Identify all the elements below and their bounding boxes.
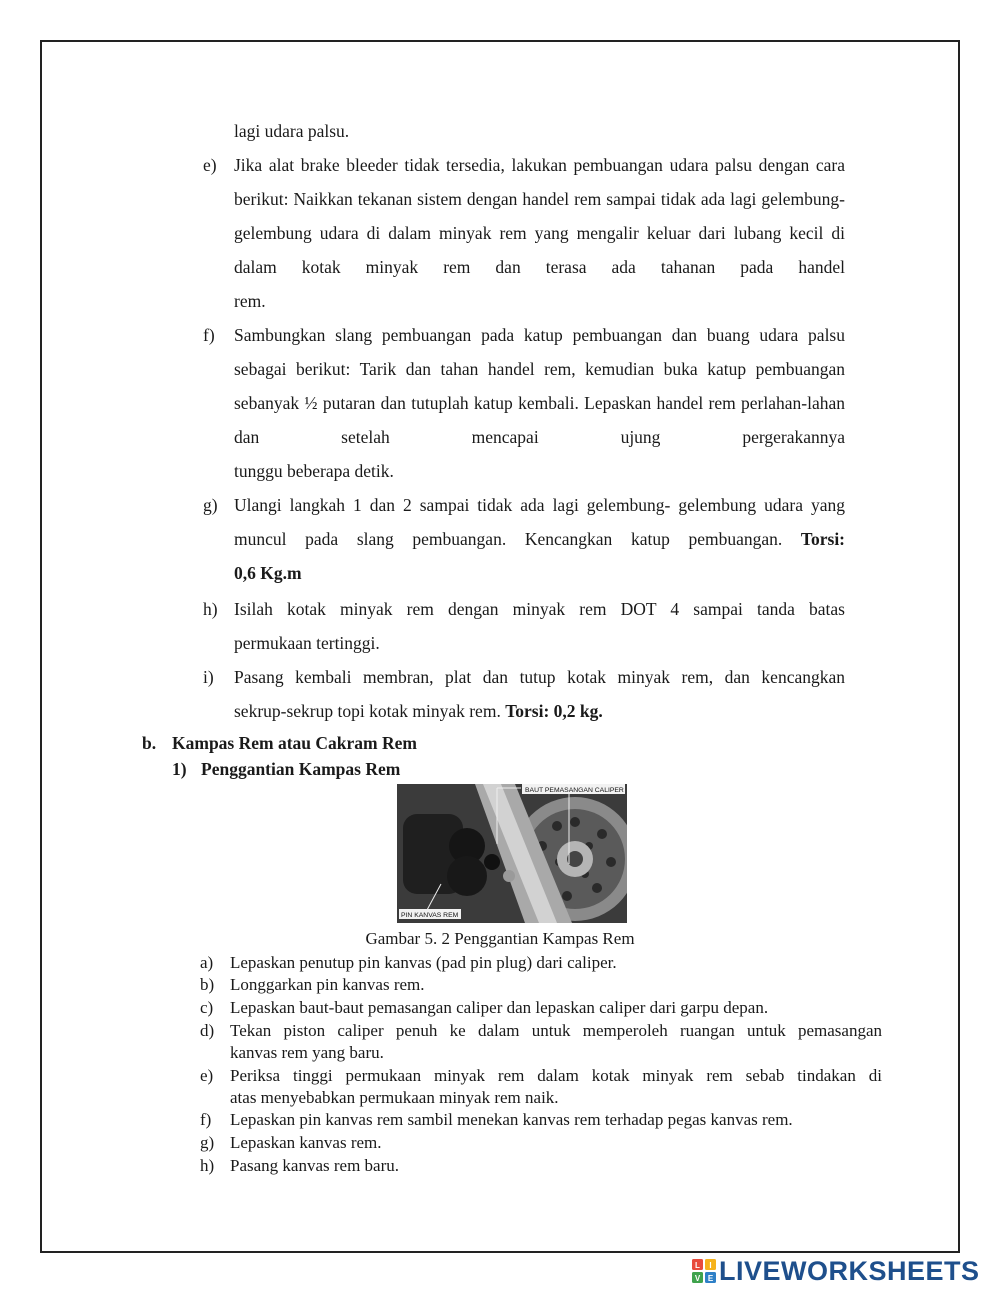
list-item-text: Pasang kanvas rem baru. [230,1156,400,1175]
list-marker: f) [203,325,215,345]
list-marker: h) [203,599,218,619]
list-item-text: Lepaskan pin kanvas rem sambil menekan kanvas rem terhadap pegas kanvas rem. [230,1110,793,1129]
figure-caption: Gambar 5. 2 Penggantian Kampas Rem [365,929,635,948]
liveworksheets-logo[interactable] [692,1256,980,1286]
list-marker: c) [200,998,214,1017]
list-marker: i) [203,667,214,687]
list-item-text-end: tunggu beberapa detik. [234,461,394,481]
list-item-text: Lepaskan baut-baut pemasangan caliper dan lepaskan caliper dari garpu depan. [230,998,769,1017]
list-marker: g) [200,1133,215,1152]
list-marker: f) [200,1110,212,1129]
list-item-text: Periksa tinggi permukaan minyak rem dalam kotak minyak rem sebab tindakan di [230,1066,882,1085]
list-item-text: Pasang kembali membran, plat dan tutup kotak minyak rem, dan kencangkan [234,667,845,687]
logo-tiles-icon [692,1259,716,1283]
torsi-label: Torsi: 0,2 kg. [505,701,603,721]
list-marker: e) [200,1066,214,1085]
list-marker: b) [200,975,215,994]
label-caliper-bolt: BAUT PEMASANGAN CALIPER [525,787,624,794]
svg-text:I: I [709,1261,712,1270]
list-item-text: Jika alat brake bleeder tidak tersedia, lakukan pembuangan udara palsu dengan cara berikut: Naikkan tekanan sistem dengan handel rem sampai tidak ada lagi gelembung-gelembung udara di dalam minyak rem yang mengalir keluar dari lubang kecil di dalam kotak minyak rem dan terasa ada tahanan pada handel [234,155,845,277]
list-marker: a) [200,953,214,972]
section-marker: b. [142,733,157,753]
list-item-text-end: permukaan tertinggi. [234,633,380,653]
list-item-text-end: atas menyebabkan permukaan minyak rem naik. [230,1088,559,1107]
section-title: Kampas Rem atau Cakram Rem [172,733,417,753]
list-item-text: Tekan piston caliper penuh ke dalam untuk memperoleh ruangan untuk pemasangan [230,1021,882,1040]
list-item-text: Sambungkan slang pembuangan pada katup pembuangan dan buang udara palsu sebagai berikut: Tarik dan tahan handel rem, kemudian buka katup pembuangan sebanyak ½ putaran dan tutuplah katup kembali. Lepaskan handel rem perlahan-lahan dan setelah mencapai ujung pergerakannya [234,325,845,447]
list-item-text: Longgarkan pin kanvas rem. [230,975,425,994]
list-marker: g) [203,495,218,515]
list-marker: h) [200,1156,215,1175]
subsection-marker: 1) [172,759,187,779]
list-marker: d) [200,1021,215,1040]
brand-name: LIVEWORKSHEETS [719,1255,980,1286]
continuation-text: lagi udara palsu. [234,121,350,141]
list-item-text: Lepaskan penutup pin kanvas (pad pin plug) dari caliper. [230,953,617,972]
list-item-text-end: sekrup-sekrup topi kotak minyak rem. Torsi: 0,2 kg. [234,701,603,721]
brake-caliper-photo [397,784,627,923]
photo-illustration [397,784,627,923]
subsection-title: Penggantian Kampas Rem [201,759,401,779]
list-marker: e) [203,155,217,175]
svg-text:E: E [707,1274,714,1283]
list-item-text: Lepaskan kanvas rem. [230,1133,382,1152]
torsi-label: Torsi: [800,529,846,549]
label-pad-pin: PIN KANVAS REM [401,912,459,919]
list-item-text: Ulangi langkah 1 dan 2 sampai tidak ada lagi gelembung- gelembung udara yang muncul pada slang pembuangan. Kencangkan katup pembuangan. Torsi: [234,495,846,549]
svg-text:L: L [695,1261,700,1270]
torsi-value: 0,6 Kg.m [234,563,302,583]
list-item-text: Isilah kotak minyak rem dengan minyak rem DOT 4 sampai tanda batas [234,599,845,619]
list-item-text-end: rem. [234,291,266,311]
list-item-text-end: kanvas rem yang baru. [230,1043,384,1062]
svg-text:V: V [694,1274,701,1283]
